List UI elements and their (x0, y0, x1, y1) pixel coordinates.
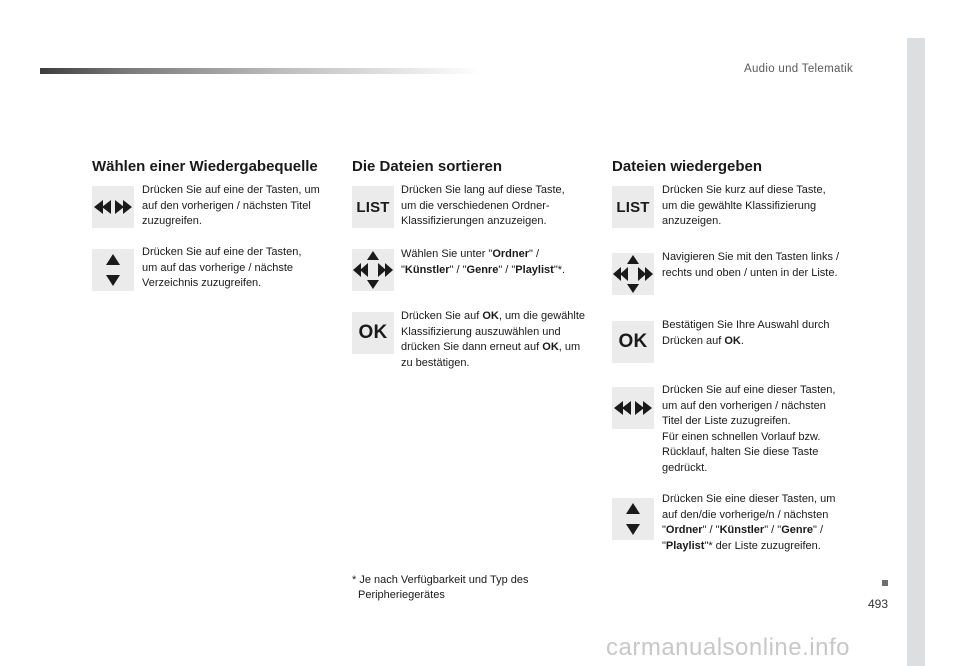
ok-button (612, 321, 654, 363)
desc-col1-item1: Drücken Sie auf eine der Tasten, um auf den vorherigen / nächsten Titel zuzugreifen. (142, 184, 320, 227)
up-down-arrows-icon (625, 503, 641, 535)
left-right-arrows-button (612, 387, 654, 429)
list-button (612, 186, 654, 228)
ok-button (352, 312, 394, 354)
four-way-arrows-icon (613, 255, 653, 293)
desc-col3-item4: Drücken Sie auf eine dieser Tasten, um auf den vorherigen / nächsten Titel der Liste zuzugreifen. Für einen schnellen Vorlauf bzw. Rücklauf, halten Sie diese Taste gedrückt. (662, 384, 836, 474)
heading-waehlen-wiedergabequelle: Wählen einer Wiedergabequelle (92, 158, 318, 175)
four-way-arrows-button (352, 249, 394, 291)
four-way-arrows-button (612, 253, 654, 295)
list-button-label: LIST (616, 198, 650, 216)
desc-col1-item2: Drücken Sie auf eine der Tasten, um auf das vorherige / nächste Verzeichnis zuzugreifen. (142, 246, 302, 289)
up-down-arrows-icon (105, 254, 121, 286)
desc-col3-item5: Drücken Sie eine dieser Tasten, um auf den/die vorherige/n / nächsten "Ordner" / "Künstler" / "Genre" / "Playlist"* der Liste zuzugreifen. (662, 493, 836, 552)
desc-col3-item1: Drücken Sie kurz auf diese Taste, um die gewählte Klassifizierung anzuzeigen. (662, 184, 826, 227)
heading-dateien-sortieren: Die Dateien sortieren (352, 158, 503, 175)
desc-col3-item2: Navigieren Sie mit den Tasten links / rechts und oben / unten in der Liste. (662, 251, 840, 279)
list-button (352, 186, 394, 228)
footnote: * Je nach Verfügbarkeit und Typ des Peripheriegerätes (352, 574, 529, 601)
left-right-arrows-icon (94, 199, 132, 215)
desc-col2-item1: Drücken Sie lang auf diese Taste, um die verschiedenen Ordner- Klassifizierungen anzuzeigen. (401, 184, 565, 227)
header-gradient-bar (40, 68, 480, 74)
page-marker (882, 580, 888, 586)
page-number: 493 (868, 597, 889, 611)
up-down-arrows-button (612, 498, 654, 540)
list-button-label: LIST (356, 198, 390, 216)
ok-button-label: OK (618, 331, 648, 352)
up-down-arrows-button (92, 249, 134, 291)
watermark: carmanualsonline.info (606, 634, 850, 661)
left-right-arrows-button (92, 186, 134, 228)
desc-col2-item2: Wählen Sie unter "Ordner" / "Künstler" / "Genre" / "Playlist"*. (401, 248, 566, 276)
section-title: Audio und Telematik (744, 63, 854, 75)
four-way-arrows-icon (353, 251, 393, 289)
desc-col2-item3: Drücken Sie auf OK, um die gewählte Klassifizierung auszuwählen und drücken Sie dann erneut auf OK, um zu bestätigen. (401, 310, 586, 369)
ok-button-label: OK (358, 322, 388, 343)
heading-dateien-wiedergeben: Dateien wiedergeben (612, 158, 763, 175)
page-side-strip (907, 38, 925, 666)
desc-col3-item3: Bestätigen Sie Ihre Auswahl durch Drücken auf OK. (662, 319, 830, 347)
left-right-arrows-icon (614, 400, 652, 416)
